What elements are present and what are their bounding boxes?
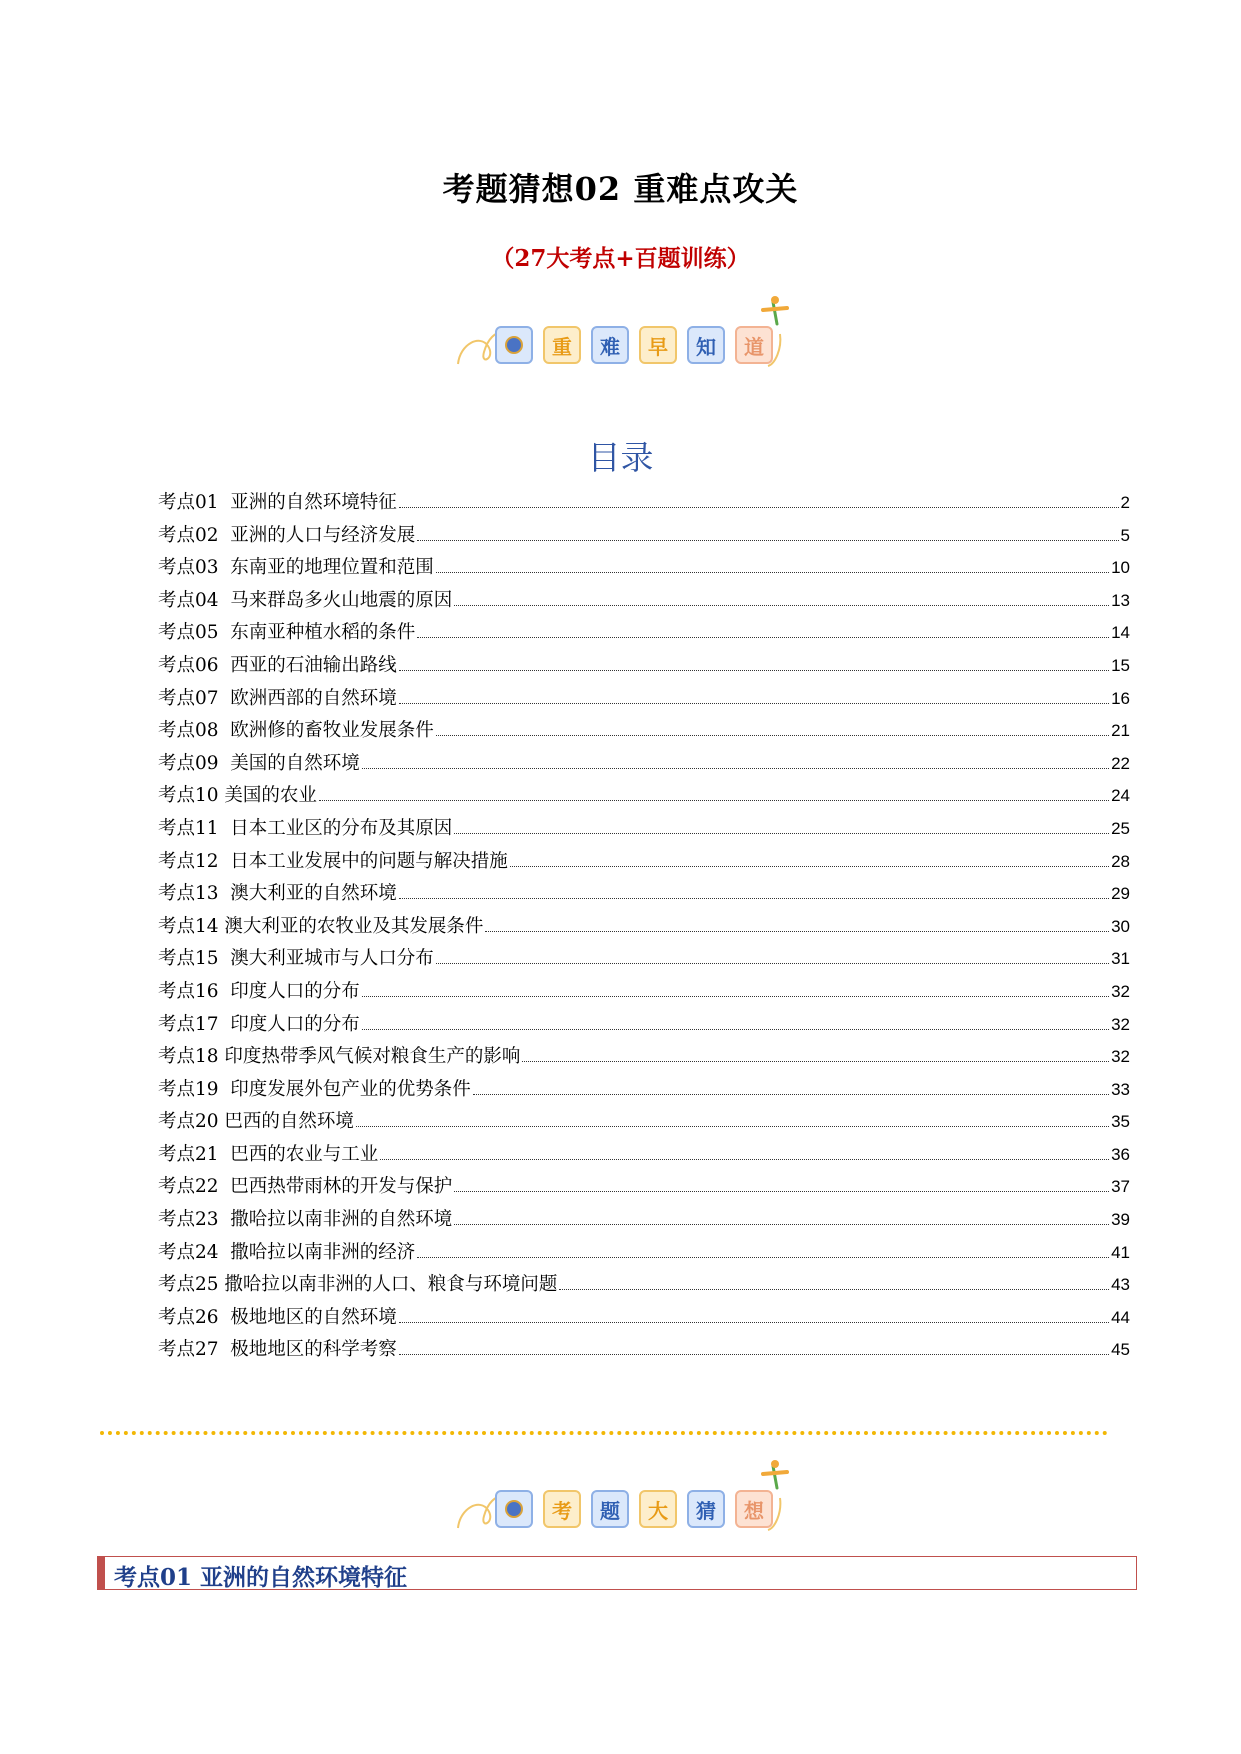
badge-char: 重	[543, 326, 581, 364]
badge-char: 题	[591, 1490, 629, 1528]
badge-char: 道	[735, 326, 773, 364]
toc-dot-leader	[417, 637, 1109, 638]
toc-entry-page: 32	[1111, 981, 1130, 1001]
banner-predictions	[450, 1458, 790, 1538]
toc-entry[interactable]	[158, 847, 1130, 880]
toc-entry-label: 考点01 亚洲的自然环境特征	[158, 492, 397, 513]
toc-entry-page: 32	[1111, 1014, 1130, 1034]
toc-dot-leader	[559, 1289, 1109, 1290]
toc-entry-label: 考点15 澳大利亚城市与人口分布	[158, 948, 434, 970]
toc-entry-page: 44	[1111, 1307, 1130, 1327]
toc-entry-label: 考点21 巴西的农业与工业	[158, 1143, 379, 1165]
toc-entry[interactable]	[158, 944, 1130, 977]
toc-entry[interactable]	[158, 1172, 1130, 1205]
toc-entry-page: 43	[1111, 1275, 1130, 1295]
badge-char: 想	[735, 1490, 773, 1528]
toc-entry-page: 5	[1120, 525, 1130, 545]
toc-entry[interactable]	[158, 586, 1130, 619]
toc-dot-leader	[436, 572, 1109, 573]
toc-entry[interactable]	[158, 618, 1130, 651]
toc-entry-label: 考点07 欧洲西部的自然环境	[158, 687, 397, 709]
badge-globe-icon	[495, 1490, 533, 1528]
toc-entry-label: 考点13 澳大利亚的自然环境	[158, 883, 397, 905]
toc-entry-page: 32	[1111, 1047, 1130, 1067]
badge-char: 早	[639, 326, 677, 364]
toc-entry-page: 30	[1111, 916, 1130, 936]
toc-entry[interactable]	[158, 684, 1130, 717]
toc-entry-label: 考点22 巴西热带雨林的开发与保护	[158, 1176, 453, 1198]
toc-entry[interactable]	[158, 814, 1130, 847]
toc-entry-page: 13	[1111, 590, 1130, 610]
toc-entry[interactable]	[158, 1107, 1130, 1140]
toc-dot-leader	[399, 670, 1109, 671]
toc-entry[interactable]	[158, 1010, 1130, 1043]
toc-entry[interactable]	[158, 1205, 1130, 1238]
toc-entry-label: 考点26 极地地区的自然环境	[158, 1306, 397, 1328]
toc-entry[interactable]	[158, 1303, 1130, 1336]
toc-entry-label: 考点27 极地地区的科学考察	[158, 1339, 397, 1361]
toc-dot-leader	[454, 1224, 1109, 1225]
toc-entry-label: 考点05 东南亚种植水稻的条件	[158, 622, 416, 644]
toc-entry-page: 39	[1111, 1210, 1130, 1230]
toc-dot-leader	[399, 898, 1109, 899]
toc-entry-label: 考点03 东南亚的地理位置和范围	[158, 557, 434, 579]
toc-entry[interactable]	[158, 912, 1130, 945]
toc-dot-leader	[380, 1159, 1109, 1160]
toc-entry-label: 考点06 西亚的石油输出路线	[158, 654, 397, 676]
toc-dot-leader	[454, 833, 1109, 834]
toc-dot-leader	[399, 1322, 1109, 1323]
toc-entry-page: 14	[1111, 623, 1130, 643]
toc-entry[interactable]	[158, 651, 1130, 684]
toc-entry[interactable]	[158, 1270, 1130, 1303]
toc-dot-leader	[417, 540, 1118, 541]
toc-dot-leader	[399, 1354, 1109, 1355]
dotted-separator	[100, 1431, 1108, 1435]
toc-entry-page: 22	[1111, 753, 1130, 773]
toc-dot-leader	[454, 605, 1109, 606]
toc-entry-page: 35	[1111, 1112, 1130, 1132]
toc-entry-page: 28	[1111, 851, 1130, 871]
toc-entry[interactable]	[158, 749, 1130, 782]
toc-entry[interactable]	[158, 1140, 1130, 1173]
toc-dot-leader	[473, 1094, 1109, 1095]
section-accent-bar	[98, 1557, 105, 1589]
toc-entry[interactable]	[158, 879, 1130, 912]
section-heading: 考点01 亚洲的自然环境特征	[114, 1564, 408, 1591]
toc-entry[interactable]	[158, 781, 1130, 814]
toc-entry-page: 29	[1111, 884, 1130, 904]
toc-dot-leader	[319, 800, 1109, 801]
toc-dot-leader	[522, 1061, 1109, 1062]
toc-entry-label: 考点08 欧洲修的畜牧业发展条件	[158, 720, 434, 742]
toc-entry-page: 37	[1111, 1177, 1130, 1197]
toc-entry[interactable]	[158, 553, 1130, 586]
toc-dot-leader	[436, 735, 1109, 736]
toc-dot-leader	[510, 866, 1109, 867]
toc-entry[interactable]	[158, 488, 1130, 521]
toc-entry-label: 考点23 撒哈拉以南非洲的自然环境	[158, 1209, 453, 1231]
toc-entry-label: 考点09 美国的自然环境	[158, 752, 360, 774]
document-title: 考题猜想02 重难点攻关	[442, 170, 799, 208]
toc-dot-leader	[362, 768, 1109, 769]
toc-entry-label: 考点04 马来群岛多火山地震的原因	[158, 589, 453, 611]
toc-entry[interactable]	[158, 521, 1130, 554]
banner-key-points	[450, 294, 790, 374]
badge-char: 猜	[687, 1490, 725, 1528]
toc-entry-label: 考点14 澳大利亚的农牧业及其发展条件	[158, 915, 484, 937]
toc-entry-page: 45	[1111, 1340, 1130, 1360]
toc-dot-leader	[454, 1191, 1109, 1192]
toc-entry-label: 考点10 美国的农业	[158, 785, 317, 807]
section-heading-box	[97, 1556, 1137, 1590]
toc-dot-leader	[399, 703, 1109, 704]
toc-entry-label: 考点17 印度人口的分布	[158, 1013, 360, 1035]
toc-entry[interactable]	[158, 1042, 1130, 1075]
toc-dot-leader	[362, 996, 1109, 997]
toc-dot-leader	[356, 1126, 1109, 1127]
toc-entry-label: 考点24 撒哈拉以南非洲的经济	[158, 1241, 416, 1263]
badge-char: 难	[591, 326, 629, 364]
badge-char: 大	[639, 1490, 677, 1528]
toc-entry-page: 21	[1111, 721, 1130, 741]
toc-entry[interactable]	[158, 1335, 1130, 1368]
toc-entry[interactable]	[158, 1238, 1130, 1271]
toc-entry-page: 33	[1111, 1079, 1130, 1099]
toc-dot-leader	[417, 1257, 1109, 1258]
toc-entry-label: 考点11 日本工业区的分布及其原因	[158, 817, 453, 839]
toc-entry-page: 15	[1111, 655, 1130, 675]
toc-entry-label: 考点02 亚洲的人口与经济发展	[158, 524, 416, 546]
toc-entry-label: 考点18 印度热带季风气候对粮食生产的影响	[158, 1046, 521, 1068]
badge-char: 考	[543, 1490, 581, 1528]
toc-entry-page: 25	[1111, 818, 1130, 838]
toc-entry-page: 31	[1111, 949, 1130, 969]
toc-dot-leader	[436, 963, 1109, 964]
toc-entry-label: 考点25 撒哈拉以南非洲的人口、粮食与环境问题	[158, 1274, 558, 1296]
toc-heading: 目录	[587, 438, 654, 477]
toc-entry-page: 16	[1111, 688, 1130, 708]
toc-entry[interactable]	[158, 977, 1130, 1010]
badge-globe-icon	[495, 326, 533, 364]
toc-entry-page: 10	[1111, 558, 1130, 578]
toc-entry[interactable]	[158, 716, 1130, 749]
toc-entry-page: 36	[1111, 1144, 1130, 1164]
table-of-contents	[158, 488, 1130, 1368]
toc-dot-leader	[362, 1029, 1109, 1030]
badge-char: 知	[687, 326, 725, 364]
document-subtitle: （27大考点+百题训练）	[491, 245, 750, 272]
toc-entry[interactable]	[158, 1075, 1130, 1108]
toc-dot-leader	[399, 507, 1119, 508]
toc-entry-page: 2	[1120, 493, 1130, 512]
toc-entry-label: 考点19 印度发展外包产业的优势条件	[158, 1078, 471, 1100]
toc-entry-label: 考点16 印度人口的分布	[158, 980, 360, 1002]
toc-entry-label: 考点12 日本工业发展中的问题与解决措施	[158, 850, 508, 872]
toc-entry-page: 24	[1111, 786, 1130, 806]
toc-entry-label: 考点20 巴西的自然环境	[158, 1111, 354, 1133]
toc-entry-page: 41	[1111, 1242, 1130, 1262]
toc-dot-leader	[485, 931, 1109, 932]
